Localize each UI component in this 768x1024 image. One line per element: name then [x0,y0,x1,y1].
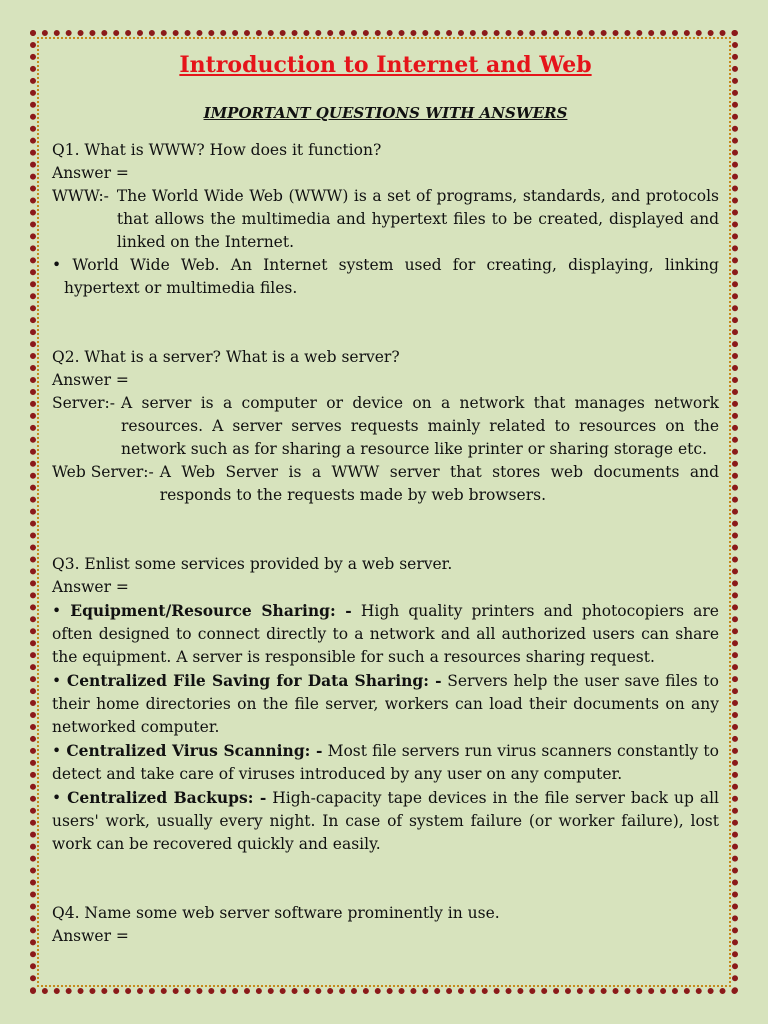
bullet-icon: • [52,789,62,807]
server-label: Server:- [52,394,115,412]
question-4 [52,902,719,948]
service-heading: Centralized Virus Scanning: - [66,741,323,760]
server-text: A server is a computer or device on a network that manages network resources. A server serves requests mainly related to resources on the network such as for sharing a resource like printer or sharing storage etc. [121,394,719,458]
question-3-answer-label: Answer = [52,578,129,596]
service-item [52,786,719,856]
page-subtitle: IMPORTANT QUESTIONS WITH ANSWERS [203,104,568,122]
service-text: High quality printers and photocopiers are often designed to connect directly to a network and all authorized users can share the equipment. A server is responsible for such a resources sharing request. [52,602,719,666]
webserver-text: A Web Server is a WWW server that stores web documents and responds to the requests made by web browsers. [159,463,719,504]
question-2-answer-label: Answer = [52,371,129,389]
question-2-text: Q2. What is a server? What is a web server? [52,348,400,366]
q1-bullet-text: World Wide Web. An Internet system used for creating, displaying, linking hypertext or multimedia files. [64,256,719,297]
service-item [52,669,719,739]
page-title: Introduction to Internet and Web [179,52,592,78]
webserver-label: Web Server:- [52,463,154,481]
service-text: Most file servers run virus scanners constantly to detect and take care of viruses introduced by any user on any computer. [52,742,719,783]
document-body [52,48,719,948]
q1-bullet [52,254,719,300]
question-1-answer-label: Answer = [52,164,129,182]
service-item [52,739,719,786]
service-text: High-capacity tape devices in the file server back up all users' work, usually every night. In case of system failure (or worker failure), lost work can be recovered quickly and easily. [52,789,719,853]
question-4-answer-label: Answer = [52,927,129,945]
service-heading: Centralized Backups: - [67,788,267,807]
www-definition [52,185,719,254]
bullet-icon: • [52,602,62,620]
question-4-text: Q4. Name some web server software prominently in use. [52,904,500,922]
question-3-text: Q3. Enlist some services provided by a web server. [52,555,453,573]
www-text: The World Wide Web (WWW) is a set of programs, standards, and protocols that allows the multimedia and hypertext files to be created, displayed and linked on the Internet. [116,187,719,251]
bullet-icon: • [52,256,62,274]
bullet-icon: • [52,672,62,690]
question-3 [52,553,719,856]
question-2 [52,346,719,507]
question-1-text: Q1. What is WWW? How does it function? [52,141,382,159]
www-label: WWW:- [52,187,109,205]
server-definition [52,392,719,461]
bullet-icon: • [52,742,62,760]
webserver-definition [52,461,719,507]
service-heading: Equipment/Resource Sharing: - [70,601,352,620]
question-1 [52,139,719,300]
service-text: Servers help the user save files to their home directories on the file server, workers can load their documents on any networked computer. [52,672,719,736]
service-item [52,599,719,669]
service-heading: Centralized File Saving for Data Sharing: - [66,671,442,690]
